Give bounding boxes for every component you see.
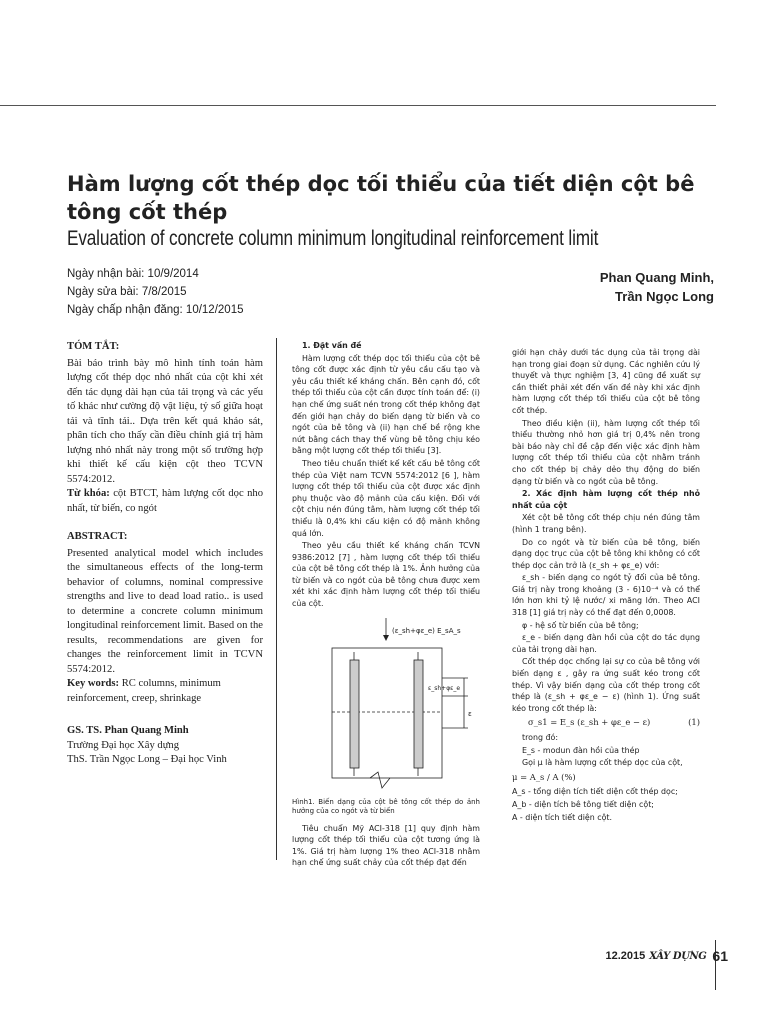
equation-2: μ = A_s / A (%) <box>512 771 576 782</box>
abstract-en <box>67 530 263 706</box>
section-2-heading: 2. Xác định hàm lượng cốt thép nhỏ nhất của cột <box>512 489 700 510</box>
figure-label-strain-sum: ε_sh+φε_e <box>428 684 461 692</box>
page-footer <box>605 948 728 964</box>
paragraph: ε_e - biến dạng đàn hồi của cột do tác dụng của tải trọng dài hạn. <box>512 633 700 654</box>
paragraph: Hàm lượng cốt thép dọc tối thiểu của cột bê tông cốt được xác định từ yêu cầu cấu tạo và yêu cầu thiết kế kháng chấn. Bên cạnh đó, cốt thép tối thiểu của cột cần được tính toán để: (i) hạn chế ứng suất nén trong cốt thép không đạt đến giới hạn chảy do biến dạng từ biến và co ngót của bê tông và (ii) hạn chế bề rộng khe nứt bằng cách thay thế vùng bê tông chịu kéo bằng một lượng cốt thép tối thiểu [3]. <box>292 353 480 456</box>
column-deformation-diagram <box>292 616 480 796</box>
paragraph: A - diện tích tiết diện cột. <box>512 812 613 822</box>
affiliation-line-2: ThS. Trần Ngọc Long – Đại học Vinh <box>67 754 227 765</box>
column-divider <box>276 338 277 860</box>
affiliations <box>67 724 263 768</box>
abstract-en-text: Presented analytical model which includes the simultaneous effects of the long-term behavior of columns, nominal compressive strengths and live to dead load ratio.. is used to determine a concrete column minimum longitudinal reinforcement limit. Based on the results, recommendations are given for changes the reinforcement limit in TCVN 5574:2012. <box>67 547 263 675</box>
figure-1 <box>292 616 480 796</box>
article-dates <box>67 265 243 319</box>
keywords-en-text: RC columns, minimum reinforcement, creep, shrinkage <box>67 678 221 704</box>
header-rule <box>0 105 716 106</box>
figure-1-caption: Hình1. Biến dạng của cột bê tông cốt thép do ảnh hưởng của co ngót và từ biến <box>292 797 480 816</box>
keywords-en <box>67 677 263 706</box>
affiliation-org-1: Trường Đại học Xây dựng <box>67 739 180 751</box>
paragraph: Do co ngót và từ biến của bê tông, biến dạng dọc trục của cột bê tông khi không có cốt thép dọc cản trở là (ε_sh + φε_e) với: <box>512 537 700 570</box>
author-list <box>600 268 714 306</box>
date-revised: Ngày sửa bài: 7/8/2015 <box>67 286 187 298</box>
abstract-vi-text: Bài báo trình bày mô hình tính toán hàm lượng cốt thép dọc nhỏ nhất của cột khi xét đến tác dụng dài hạn của tải trọng và các yếu tố khác như cường độ vật liệu, tỷ số giữa hoạt tải và tĩnh tải.. Dựa trên kết quả khảo sát, phân tích cho thấy cần điều chỉnh giá trị hàm lượng nhỏ nhất này trong một số trường hợp khi thiết kế cấu kiện cột theo TCVN 5574:2012. <box>67 357 263 485</box>
paragraph: ε_sh - biến dạng co ngót tỷ đối của bê tông. Giá trị này trong khoảng (3 - 6)10⁻⁴ và có thể lớn hơn khi tỷ lệ nước/ xi măng lớn. Theo ACI 318 [1] giá trị này có thể đạt đến 0,0008. <box>512 573 700 618</box>
affiliation-author-1 <box>67 724 263 739</box>
article-title-vi: Hàm lượng cốt thép dọc tối thiểu của tiết diện cột bê tông cốt thép <box>67 172 695 224</box>
paragraph: E_s - modun đàn hồi của thép <box>522 745 640 755</box>
figure-label-epsilon: ε <box>468 709 472 718</box>
paragraph: A_s - tổng diện tích tiết diện cốt thép dọc; <box>512 787 678 797</box>
date-received: Ngày nhận bài: 10/9/2014 <box>67 268 199 280</box>
paragraph: Xét cột bê tông cốt thép chịu nén đúng tâm (hình 1 trang bên). <box>512 513 700 534</box>
equation-1-text: σ_s1 = E_s (ε_sh + φε_e − ε) <box>528 717 651 728</box>
keywords-vi-text: cột BTCT, hàm lượng cốt dọc nho nhất, từ biến, co ngót <box>67 488 263 514</box>
paragraph: giới hạn chảy dưới tác dụng của tải trọng dài hạn trong giai đoạn sử dụng. Các nghiên cứu lý thuyết và thực nghiệm [3, 4] cũng đề xuất sự cần thiết phải xét đến vấn đề này khi xác định hàm lượng cốt thép tối thiểu của cột bê tông cốt thép. <box>512 348 700 415</box>
paragraph: A_b - diện tích bê tông tiết diện cột; <box>512 799 654 809</box>
issue-date: 12.2015 <box>605 950 646 962</box>
paragraph: Gọi μ là hàm lượng cốt thép dọc của cột, <box>522 758 683 768</box>
abstract-vi <box>67 340 263 516</box>
abstract-column <box>67 340 263 768</box>
magazine-logo: XÂY DỰNG <box>649 950 707 962</box>
keywords-en-label: Key words: <box>67 678 120 689</box>
paragraph: φ - hệ số từ biến của bê tông; <box>522 620 639 630</box>
abstract-vi-heading: TÓM TẮT: <box>67 341 120 352</box>
page-number: 61 <box>712 948 728 964</box>
figure-label-force: (ε_sh+φε_e) E_sA_s <box>392 626 461 635</box>
paragraph: Theo điều kiện (ii), hàm lượng cốt thép tối thiểu thường nhỏ hơn giá trị 0,4% nên trong bài báo này chỉ đề cập đến việc xác định hàm lượng cốt thép tối thiểu của cột nhằm tránh cho cốt thép bị chảy dẻo thụ động do biến dạng từ biến và co ngót của bê tông. <box>512 418 700 486</box>
body-column-middle <box>292 340 480 870</box>
date-accepted: Ngày chấp nhận đăng: 10/12/2015 <box>67 304 244 316</box>
equation-1 <box>528 717 700 729</box>
section-1-heading: 1. Đặt vấn đề <box>302 341 362 350</box>
affiliation-author-1-name: GS. TS. Phan Quang Minh <box>67 725 189 736</box>
article-title-en: Evaluation of concrete column minimum longitudinal reinforcement limit <box>67 227 599 250</box>
paragraph: Cốt thép dọc chống lại sự co của bê tông với biến dạng ε , gây ra ứng suất kéo trong cốt thép. Vì vậy biến dạng của cốt thép trong cốt thép là (ε_sh + φε_e − ε) (hình 1). Ứng suất kéo trong cốt thép là: <box>512 657 700 713</box>
equation-1-number: (1) <box>688 717 700 728</box>
author-2: Trần Ngọc Long <box>615 289 714 304</box>
paragraph: trong đó: <box>522 733 559 742</box>
abstract-en-heading: ABSTRACT: <box>67 531 128 542</box>
paragraph: Theo tiêu chuẩn thiết kế kết cấu bê tông cốt thép của Việt nam TCVN 5574:2012 [6 ], hàm lượng cốt thép tối thiểu của cột được xác định phụ thuộc vào độ mảnh của cấu kiện. Đối với cột chịu nén đúng tâm, hàm lượng cốt thép tối thiểu là 0,4% khi cấu kiện có độ mảnh không quá lớn. <box>292 458 480 538</box>
paragraph: Theo yêu cầu thiết kế kháng chấn TCVN 9386:2012 [7] , hàm lượng cốt thép tối thiểu của cột bê tông cốt thép là 1%. Ảnh hưởng của từ biến và co ngót của bê tông chưa được xem xét khi xác định hàm lượng cốt thép tối thiểu của cột. <box>292 541 480 609</box>
author-1: Phan Quang Minh, <box>599 270 714 285</box>
body-column-right <box>512 347 700 824</box>
paragraph: Tiêu chuẩn Mỹ ACI-318 [1] quy định hàm lượng cốt thép tối thiểu của cột tương ứng là 1%. Giá trị hàm lượng 1% theo ACI-318 nhằm hạn chế ứng suất chảy của cốt thép đạt đến <box>292 823 480 868</box>
keywords-vi <box>67 487 263 516</box>
keywords-vi-label: Từ khóa: <box>67 488 110 499</box>
